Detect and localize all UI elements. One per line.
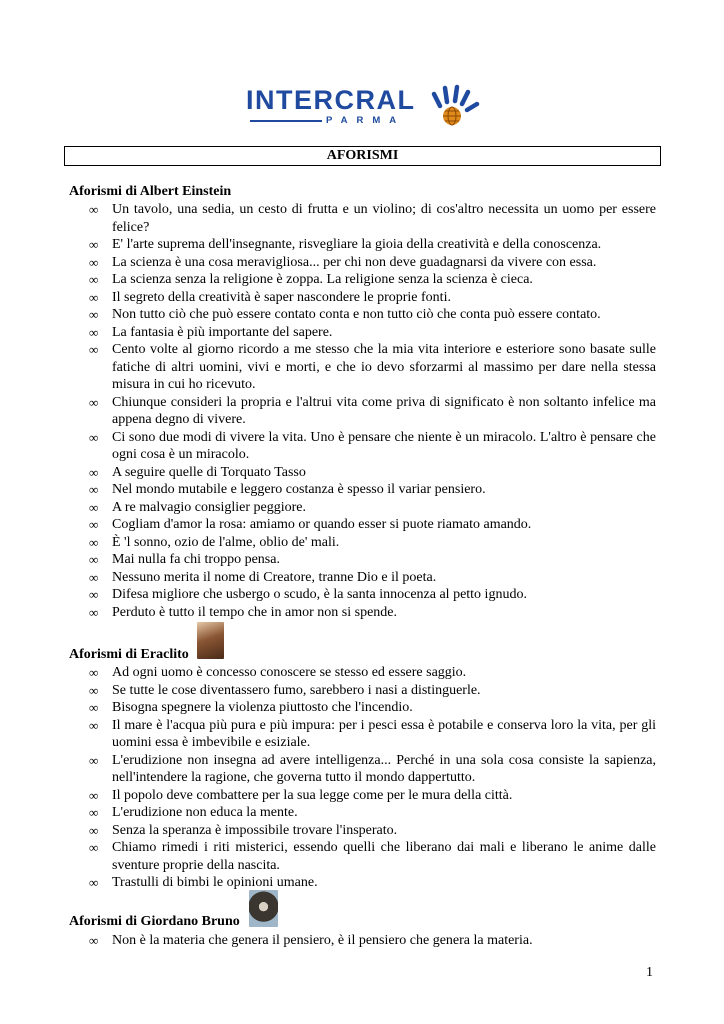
list-item: ∞ Il segreto della creatività è saper nascondere le proprie fonti. xyxy=(112,289,656,307)
list-item: ∞ Nel mondo mutabile e leggero costanza è spesso il variar pensiero. xyxy=(112,481,656,499)
list-item: ∞ L'erudizione non insegna ad avere intelligenza... Perché in una sola cosa consiste la sapienza, nell'intendere la ragione, che governa tutto il mondo dappertutto. xyxy=(112,752,656,787)
list-item: ∞ Se tutte le cose diventassero fumo, sarebbero i nasi a distinguerle. xyxy=(112,682,656,700)
list-einstein xyxy=(0,201,724,621)
section-heading-einstein: Aforismi di Albert Einstein xyxy=(69,184,232,199)
section-heading-eraclito: Aforismi di Eraclito xyxy=(69,647,189,662)
list-item: ∞ Ad ogni uomo è concesso conoscere se stesso ed essere saggio. xyxy=(112,664,656,682)
section-heading-bruno: Aforismi di Giordano Bruno xyxy=(69,914,240,929)
eraclito-portrait xyxy=(197,622,224,659)
list-item: ∞ A re malvagio consiglier peggiore. xyxy=(112,499,656,517)
logo-underline xyxy=(250,120,322,122)
hand-globe-icon xyxy=(430,84,480,130)
list-item: ∞ Cento volte al giorno ricordo a me stesso che la mia vita interiore e esteriore sono basate sulle fatiche di altri uomini, vivi e morti, e che io devo sforzarmi al massimo per dare nella stessa misura in cui ho ricevuto. xyxy=(112,341,656,394)
list-item: ∞ Senza la speranza è impossibile trovare l'insperato. xyxy=(112,822,656,840)
list-item: ∞ Il popolo deve combattere per la sua legge come per le mura della città. xyxy=(112,787,656,805)
list-item: ∞ Mai nulla fa chi troppo pensa. xyxy=(112,551,656,569)
list-item: ∞ Un tavolo, una sedia, un cesto di frutta e un violino; di cos'altro necessita un uomo per essere felice? xyxy=(112,201,656,236)
list-item: ∞ A seguire quelle di Torquato Tasso xyxy=(112,464,656,482)
page-number: 1 xyxy=(646,965,653,980)
list-item: ∞ Il mare è l'acqua più pura e più impura: per i pesci essa è potabile e conserva loro la vita, per gli uomini essa è imbevibile e esiziale. xyxy=(112,717,656,752)
bruno-portrait xyxy=(249,890,278,927)
list-item: ∞ È 'l sonno, ozio de l'alme, oblio de' mali. xyxy=(112,534,656,552)
list-item: ∞ Chiamo rimedi i riti misterici, essendo quelli che liberano dai mali e liberano le anime dalle sventure proprie della nascita. xyxy=(112,839,656,874)
list-item: ∞ Nessuno merita il nome di Creatore, tranne Dio e il poeta. xyxy=(112,569,656,587)
list-item: ∞ Ci sono due modi di vivere la vita. Uno è pensare che niente è un miracolo. L'altro è pensare che ogni cosa è un miracolo. xyxy=(112,429,656,464)
list-item: ∞ Trastulli di bimbi le opinioni umane. xyxy=(112,874,656,892)
list-item: ∞ Non è la materia che genera il pensiero, è il pensiero che genera la materia. xyxy=(112,932,656,950)
list-item: ∞ La scienza senza la religione è zoppa. La religione senza la scienza è cieca. xyxy=(112,271,656,289)
list-item: ∞ Non tutto ciò che può essere contato conta e non tutto ciò che conta può essere contato. xyxy=(112,306,656,324)
list-item: ∞ E' l'arte suprema dell'insegnante, risvegliare la gioia della creatività e della conoscenza. xyxy=(112,236,656,254)
list-item: ∞ La scienza è una cosa meravigliosa... per chi non deve guadagnarsi da vivere con essa. xyxy=(112,254,656,272)
logo-text: INTERCRAL xyxy=(246,85,416,115)
list-item: ∞ Difesa migliore che usbergo o scudo, è la santa innocenza al petto ignudo. xyxy=(112,586,656,604)
list-item: ∞ Cogliam d'amor la rosa: amiamo or quando esser si puote riamato amando. xyxy=(112,516,656,534)
list-bruno xyxy=(0,932,724,950)
list-item: ∞ Bisogna spegnere la violenza piuttosto che l'incendio. xyxy=(112,699,656,717)
list-item: ∞ L'erudizione non educa la mente. xyxy=(112,804,656,822)
document-title: AFORISMI xyxy=(64,146,661,166)
list-eraclito xyxy=(0,664,724,892)
list-item: ∞ Perduto è tutto il tempo che in amor non si spende. xyxy=(112,604,656,622)
list-item: ∞ Chiunque consideri la propria e l'altrui vita come priva di significato è non soltanto infelice ma appena degno di vivere. xyxy=(112,394,656,429)
intercral-logo xyxy=(246,84,480,132)
logo-subtext: PARMA xyxy=(326,115,406,126)
list-item: ∞ La fantasia è più importante del sapere. xyxy=(112,324,656,342)
